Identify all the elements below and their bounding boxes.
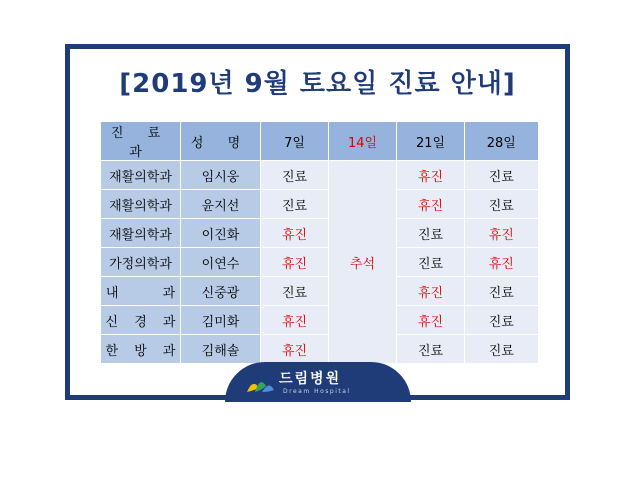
cell-dept: 재활의학과 [101, 161, 181, 190]
cell-day-21: 진료 [397, 219, 465, 248]
cell-name: 이연수 [181, 248, 261, 277]
header-day-7: 7일 [261, 122, 329, 161]
hospital-subtitle: Dream Hospital [283, 388, 351, 395]
header-day-21: 21일 [397, 122, 465, 161]
poster-inner [70, 49, 565, 395]
cell-day-28: 진료 [465, 190, 538, 219]
holiday-cell: 추석 [329, 161, 397, 364]
dream-hospital-logo-icon [245, 374, 275, 394]
header-day-28: 28일 [465, 122, 538, 161]
header-dept: 진 료 과 [101, 122, 181, 161]
cell-day-7: 진료 [261, 277, 329, 306]
notice-title: [2019년 9월 토요일 진료 안내] [119, 69, 516, 99]
cell-name: 윤지선 [181, 190, 261, 219]
hospital-name: 드림병원 [279, 371, 342, 387]
table-row [101, 161, 538, 190]
table-row [101, 190, 538, 219]
cell-day-28: 진료 [465, 161, 538, 190]
table-row [101, 306, 538, 335]
cell-dept: 내 과 [101, 277, 181, 306]
cell-day-21: 휴진 [397, 306, 465, 335]
cell-day-7: 휴진 [261, 335, 329, 364]
cell-day-28: 진료 [465, 335, 538, 364]
cell-day-7: 휴진 [261, 219, 329, 248]
table-row [101, 277, 538, 306]
cell-name: 김해솔 [181, 335, 261, 364]
cell-day-28: 휴진 [465, 248, 538, 277]
table-header-row [101, 122, 538, 161]
cell-day-7: 휴진 [261, 306, 329, 335]
cell-dept: 재활의학과 [101, 219, 181, 248]
cell-name: 임시웅 [181, 161, 261, 190]
cell-day-21: 휴진 [397, 277, 465, 306]
header-name: 성 명 [181, 122, 261, 161]
cell-day-21: 휴진 [397, 190, 465, 219]
cell-day-28: 진료 [465, 277, 538, 306]
cell-day-21: 진료 [397, 248, 465, 277]
hospital-logo-banner [225, 362, 411, 402]
cell-dept: 신 경 과 [101, 306, 181, 335]
table-row [101, 335, 538, 364]
cell-day-28: 휴진 [465, 219, 538, 248]
cell-day-7: 진료 [261, 161, 329, 190]
cell-name: 이진화 [181, 219, 261, 248]
cell-day-7: 휴진 [261, 248, 329, 277]
table-row [101, 219, 538, 248]
header-day-14: 14일 [329, 122, 397, 161]
cell-name: 신중광 [181, 277, 261, 306]
table-row [101, 248, 538, 277]
cell-day-21: 휴진 [397, 161, 465, 190]
schedule-table [100, 121, 538, 363]
cell-name: 김미화 [181, 306, 261, 335]
cell-dept: 가정의학과 [101, 248, 181, 277]
cell-day-7: 진료 [261, 190, 329, 219]
cell-day-21: 진료 [397, 335, 465, 364]
cell-day-28: 진료 [465, 306, 538, 335]
notice-poster [65, 44, 570, 400]
cell-dept: 한 방 과 [101, 335, 181, 364]
cell-dept: 재활의학과 [101, 190, 181, 219]
